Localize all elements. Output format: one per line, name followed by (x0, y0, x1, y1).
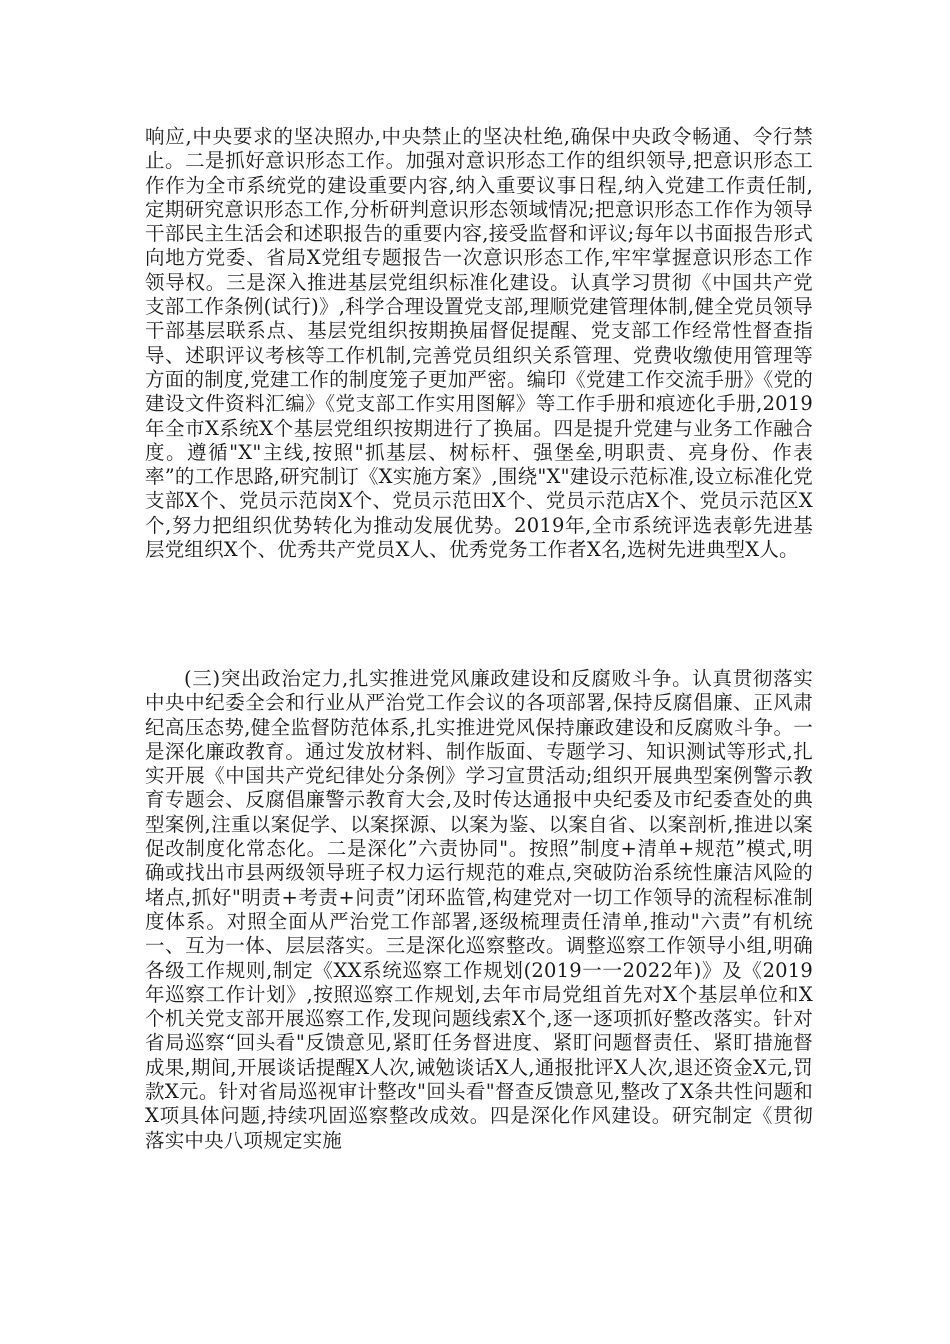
paragraph-party-building: 响应,中央要求的坚决照办,中央禁止的坚决杜绝,确保中央政令畅通、令行禁止。二是抓好意识形态工作。加强对意识形态工作的组织领导,把意识形态工作作为全市系统党的建设重要内容,纳入重要议事日程,纳入党建工作责任制,定期研究意识形态工作,分析研判意识形态领域情况;把意识形态工作作为领导干部民主生活会和述职报告的重要内容,接受监督和评议;每年以书面报告形式向地方党委、省局X党组专题报告一次意识形态工作,牢牢掌握意识形态工作领导权。三是深入推进基层党组织标准化建设。认真学习贯彻《中国共产党支部工作条例(试行)》,科学合理设置党支部,理顺党建管理体制,健全党员领导干部基层联系点、基层党组织按期换届督促提醒、党支部工作经常性督查指导、述职评议考核等工作机制,完善党员组织关系管理、党费收缴使用管理等方面的制度,党建工作的制度笼子更加严密。编印《党建工作交流手册》《党的建设文件资料汇编》《党支部工作实用图解》等工作手册和痕迹化手册,2019年全市X系统X个基层党组织按期进行了换届。四是提升党建与业务工作融合度。遵循"X"主线,按照"抓基层、树标杆、强堡垒,明职责、亮身份、作表率”的工作思路,研究制订《X实施方案》,围绕"X"建设示范标准,设立标准化党支部X个、党员示范岗X个、党员示范田X个、党员示范店X个、党员示范区X个,努力把组织优势转化为推动发展优势。2019年,全市系统评选表彰先进基层党组织X个、优秀共产党员X人、优秀党务工作者X名,选树先进典型X人。 (145, 125, 813, 562)
paragraph-anti-corruption: (三)突出政治定力,扎实推进党风廉政建设和反腐败斗争。认真贯彻落实中央中纪委全会和行业从严治党工作会议的各项部署,保持反腐倡廉、正风肃纪高压态势,健全监督防范体系,扎实推进党风保持廉政建设和反腐败斗争。一是深化廉政教育。通过发放材料、制作版面、专题学习、知识测试等形式,扎实开展《中国共产党纪律处分条例》学习宣贯活动;组织开展典型案例警示教育专题会、反腐倡廉警示教育大会,及时传达通报中央纪委及市纪委查处的典型案例,注重以案促学、以案探源、以案为鉴、以案自省、以案剖析,推进以案促改制度化常态化。二是深化”六责协同"。按照”制度+清单+规范”模式,明确或找出市县两级领导班子权力运行规范的难点,突破防治系统性廉洁风险的堵点,抓好"明责+考责+问责”闭环监管,构建党对一切工作领导的流程标准制度体系。对照全面从严治党工作部署,逐级梳理责任清单,推动"六责”有机统一、互为一体、层层落实。三是深化巡察整改。调整巡察工作领导小组,明确各级工作规则,制定《XX系统巡察工作规划(2019一一2022年)》及《2019年巡察工作计划》,按照巡察工作规划,去年市局党组首先对X个基层单位和X个机关党支部开展巡察工作,发现问题线索X个,逐一逐项抓好整改落实。针对省局巡察“回头看"反馈意见,紧盯任务督进度、紧盯问题督责任、紧盯措施督成果,期间,开展谈话提醒X人次,诫勉谈话X人,通报批评X人次,退还资金X元,罚款X元。针对省局巡视审计整改"回头看"督查反馈意见,整改了X条共性问题和X项具体问题,持续巩固巡察整改成效。四是深化作风建设。研究制定《贯彻落实中央八项规定实施 (145, 667, 813, 1152)
document-body (145, 125, 813, 1255)
